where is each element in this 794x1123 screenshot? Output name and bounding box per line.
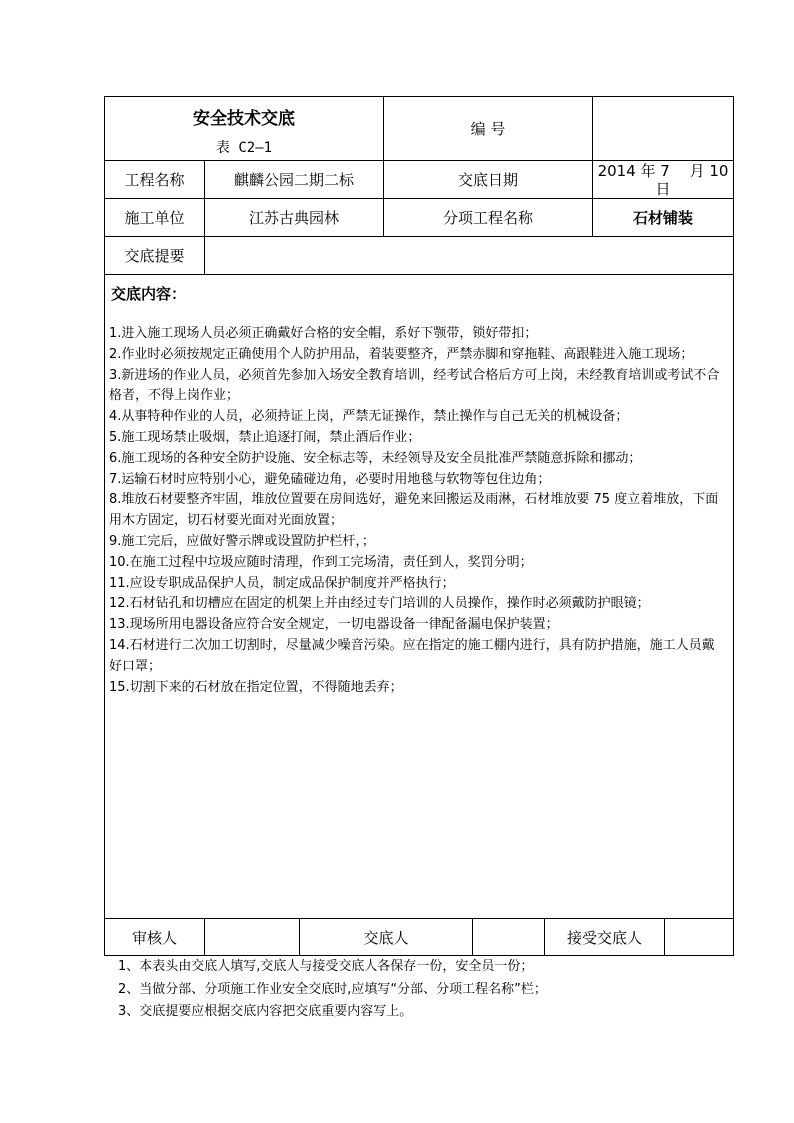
- list-item: 15.切割下来的石材放在指定位置，不得随地丢弃；: [109, 679, 403, 695]
- list-item: 3.新进场的作业人员，必须首先参加入场安全教育培训，经考试合格后方可上岗，未经教育培训或考试不合格者，不得上岗作业；: [109, 367, 720, 404]
- number-label: 编 号: [384, 97, 593, 161]
- sub-project-value: 石材铺装: [593, 199, 734, 237]
- discloser-label: 交底人: [300, 919, 473, 956]
- list-item: 9.施工完后，应做好警示牌或设置防护栏杆，；: [109, 533, 375, 549]
- list-item: 8.堆放石材要整齐牢固，堆放位置要在房间选好，避免来回搬运及雨淋，石材堆放要 75 度立着堆放，下面用木方固定，切石材要光面对光面放置；: [109, 492, 719, 529]
- list-item: 1.进入施工现场人员必须正确戴好合格的安全帽，系好下颚带，锁好带扣；: [109, 326, 538, 341]
- footnote: 2、当做分部、分项施工作业安全交底时,应填写“分部、分项工程名称”栏；: [118, 981, 547, 997]
- footnotes: [118, 956, 547, 1024]
- reviewer-value: [205, 919, 300, 956]
- summary-value: [205, 237, 734, 275]
- list-item: 11.应设专职成品保护人员，制定成品保护制度并严格执行；: [109, 575, 455, 591]
- discloser-value: [473, 919, 545, 956]
- footnote: 3、交底提要应根据交底内容把交底重要内容写上。: [118, 1004, 413, 1019]
- list-item: 12.石材钻孔和切槽应在固定的机架上并由经过专门培训的人员操作，操作时必须戴防护眼镜；: [109, 596, 650, 612]
- safety-disclosure-form: [104, 96, 734, 956]
- list-item: 6.施工现场的各种安全防护设施、安全标志等，未经领导及安全员批准严禁随意拆除和挪动；: [109, 450, 642, 466]
- number-value: [593, 97, 734, 161]
- sub-project-label: 分项工程名称: [384, 199, 593, 237]
- list-item: 5.施工现场禁止吸烟，禁止追逐打闹，禁止酒后作业；: [109, 429, 421, 445]
- footnote: 1、本表头由交底人填写,交底人与接受交底人各保存一份，安全员一份；: [118, 959, 534, 974]
- content-cell: [105, 275, 734, 919]
- reviewer-label: 审核人: [105, 919, 205, 956]
- project-name-value: 麒麟公园二期二标: [205, 161, 384, 199]
- list-item: 14.石材进行二次加工切割时，尽量减少噪音污染。应在指定的施工棚内进行，具有防护措施，施工人员戴好口罩；: [109, 637, 715, 674]
- form-title: 安全技术交底: [193, 109, 295, 129]
- list-item: 10.在施工过程中垃圾应随时清理，作到工完场清，责任到人，奖罚分明；: [109, 554, 533, 570]
- list-item: 2.作业时必须按规定正确使用个人防护用品，着装要整齐，严禁赤脚和穿拖鞋、高跟鞋进入施工现场；: [109, 346, 694, 362]
- construction-unit-value: 江苏古典园林: [205, 199, 384, 237]
- receiver-value: [665, 919, 733, 955]
- disclosure-date-label: 交底日期: [384, 161, 593, 199]
- construction-unit-label: 施工单位: [105, 199, 205, 237]
- summary-label: 交底提要: [105, 237, 205, 275]
- list-item: 4.从事特种作业的人员，必须持证上岗，严禁无证操作，禁止操作与自己无关的机械设备；: [109, 409, 629, 425]
- content-list: [109, 324, 727, 698]
- content-heading: 交底内容：: [111, 285, 187, 303]
- project-name-label: 工程名称: [105, 161, 205, 199]
- form-code: 表 C2—1: [215, 140, 273, 156]
- receiver-label: 接受交底人: [545, 919, 665, 955]
- list-item: 13.现场所用电器设备应符合安全规定，一切电器设备一律配备漏电保护装置；: [109, 617, 559, 633]
- disclosure-date-value: 2014 年 7 月 10 日: [593, 161, 734, 199]
- form-title-cell: [105, 97, 384, 161]
- list-item: 7.运输石材时应特别小心，避免磕碰边角，必要时用地毯与软物等包住边角；: [109, 471, 551, 487]
